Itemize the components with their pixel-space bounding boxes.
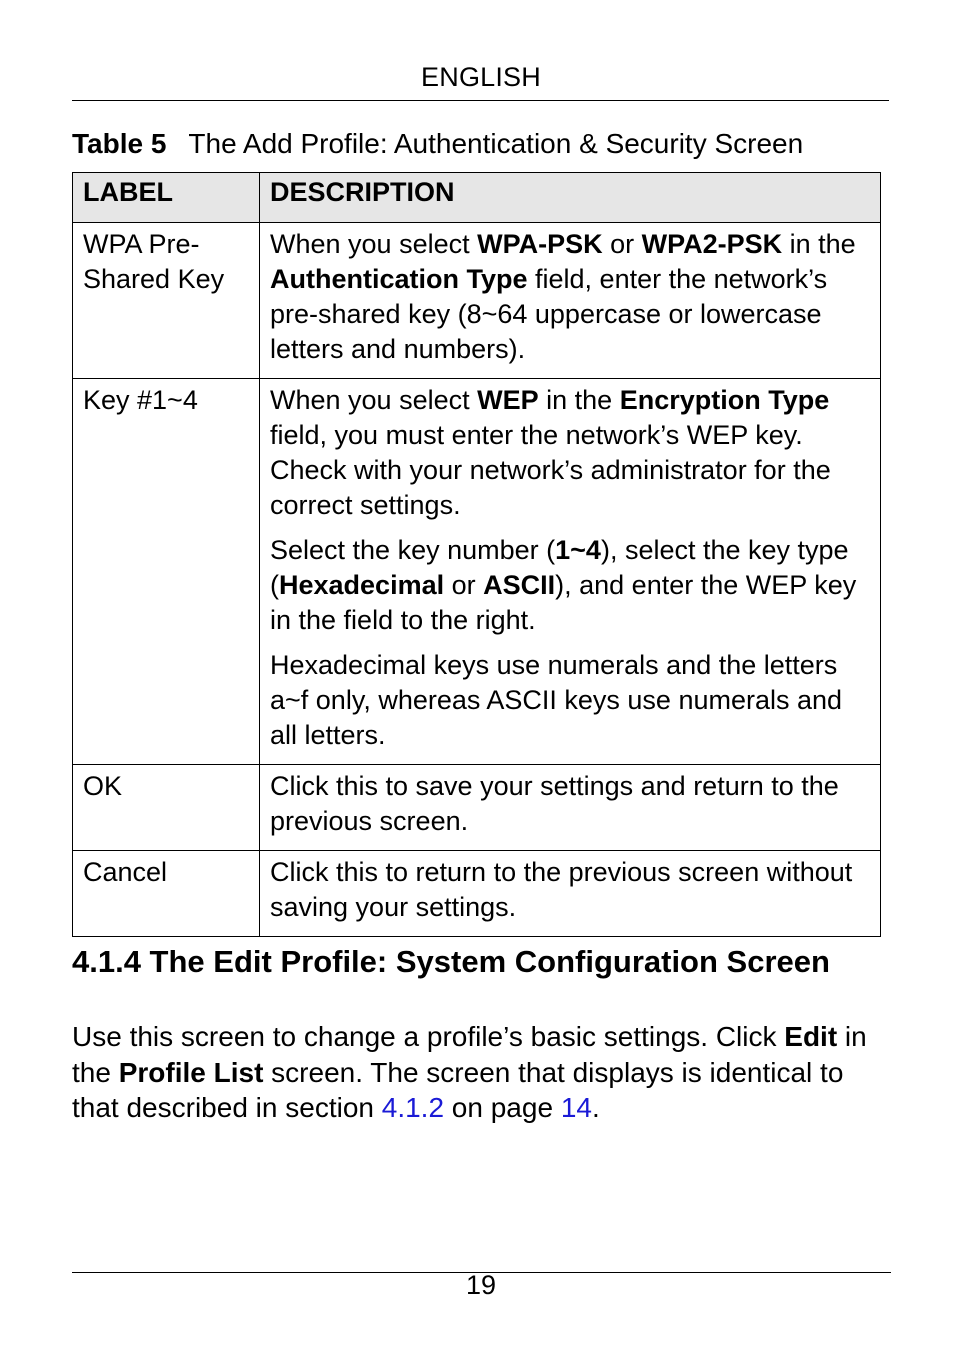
row-label-cell: Key #1~4 (73, 379, 260, 765)
row-label-cell: WPA Pre-Shared Key (73, 223, 260, 379)
description-paragraph (270, 383, 870, 523)
text-run: ), select the key type ( (270, 535, 849, 600)
row-label-cell: Cancel (73, 851, 260, 937)
bold-term: WEP (477, 385, 539, 415)
column-header-description: DESCRIPTION (260, 173, 881, 223)
row-description-cell (260, 379, 881, 765)
table-caption (72, 128, 803, 160)
text-run: in the (72, 1021, 867, 1088)
bold-term: Profile List (118, 1056, 264, 1088)
row-label-cell: OK (73, 765, 260, 851)
table-row (73, 765, 881, 851)
text-run: or (444, 570, 484, 600)
bold-term: ASCII (483, 570, 556, 600)
authentication-security-table (72, 172, 881, 937)
text-run: When you select (270, 229, 478, 259)
section-body-paragraph (72, 1019, 887, 1126)
text-run: in the (782, 229, 856, 259)
row-description-cell (260, 765, 881, 851)
text-run: in the (538, 385, 620, 415)
cross-reference-link[interactable]: 4.1.2 (381, 1092, 445, 1123)
row-description-cell (260, 223, 881, 379)
table-row (73, 379, 881, 765)
table-title: The Add Profile: Authentication & Security Screen (188, 128, 804, 159)
page-number: 19 (465, 1270, 497, 1300)
table-number: Table 5 (72, 128, 167, 159)
text-run: When you select (270, 385, 478, 415)
table-body (73, 223, 881, 937)
section-heading: 4.1.4 The Edit Profile: System Configuration Screen (72, 944, 830, 979)
text-run: Hexadecimal keys use numerals and the letters a~f only, whereas ASCII keys use numerals and all letters. (270, 650, 843, 750)
text-run: Use this screen to change a profile’s basic settings. Click (72, 1021, 785, 1052)
text-run: Select the key number ( (270, 535, 556, 565)
bold-term: WPA-PSK (477, 229, 603, 259)
column-header-label: LABEL (73, 173, 260, 223)
bold-term: 1~4 (555, 535, 601, 565)
bold-term: Hexadecimal (279, 570, 445, 600)
text-run: Click this to return to the previous screen without saving your settings. (270, 857, 853, 922)
text-run: or (602, 229, 642, 259)
text-run: screen. The screen that displays is identical to that described in section (72, 1056, 844, 1123)
cross-reference-link[interactable]: 14 (560, 1092, 592, 1123)
running-header-language: ENGLISH (421, 62, 541, 92)
bold-term: Edit (784, 1021, 838, 1052)
description-paragraph (270, 533, 870, 638)
row-description-cell (260, 851, 881, 937)
bold-term: Encryption Type (619, 385, 830, 415)
description-paragraph (270, 769, 870, 839)
description-paragraph (270, 648, 870, 753)
description-paragraph (270, 227, 870, 367)
text-run: on page (444, 1092, 561, 1123)
table-row (73, 851, 881, 937)
bold-term: Authentication Type (270, 264, 528, 294)
bold-term: WPA2-PSK (641, 229, 783, 259)
text-run: ), and enter the WEP key in the field to the right. (270, 570, 857, 635)
description-paragraph (270, 855, 870, 925)
text-run: . (591, 1092, 600, 1123)
text-run: Click this to save your settings and return to the previous screen. (270, 771, 839, 836)
text-run: field, you must enter the network’s WEP key. Check with your network’s administrator for the correct settings. (270, 420, 831, 520)
table-row (73, 223, 881, 379)
text-run: field, enter the network’s pre-shared key (8~64 uppercase or lowercase letters and numbers). (270, 264, 828, 364)
table-header-row (73, 173, 881, 223)
header-rule (72, 100, 889, 101)
